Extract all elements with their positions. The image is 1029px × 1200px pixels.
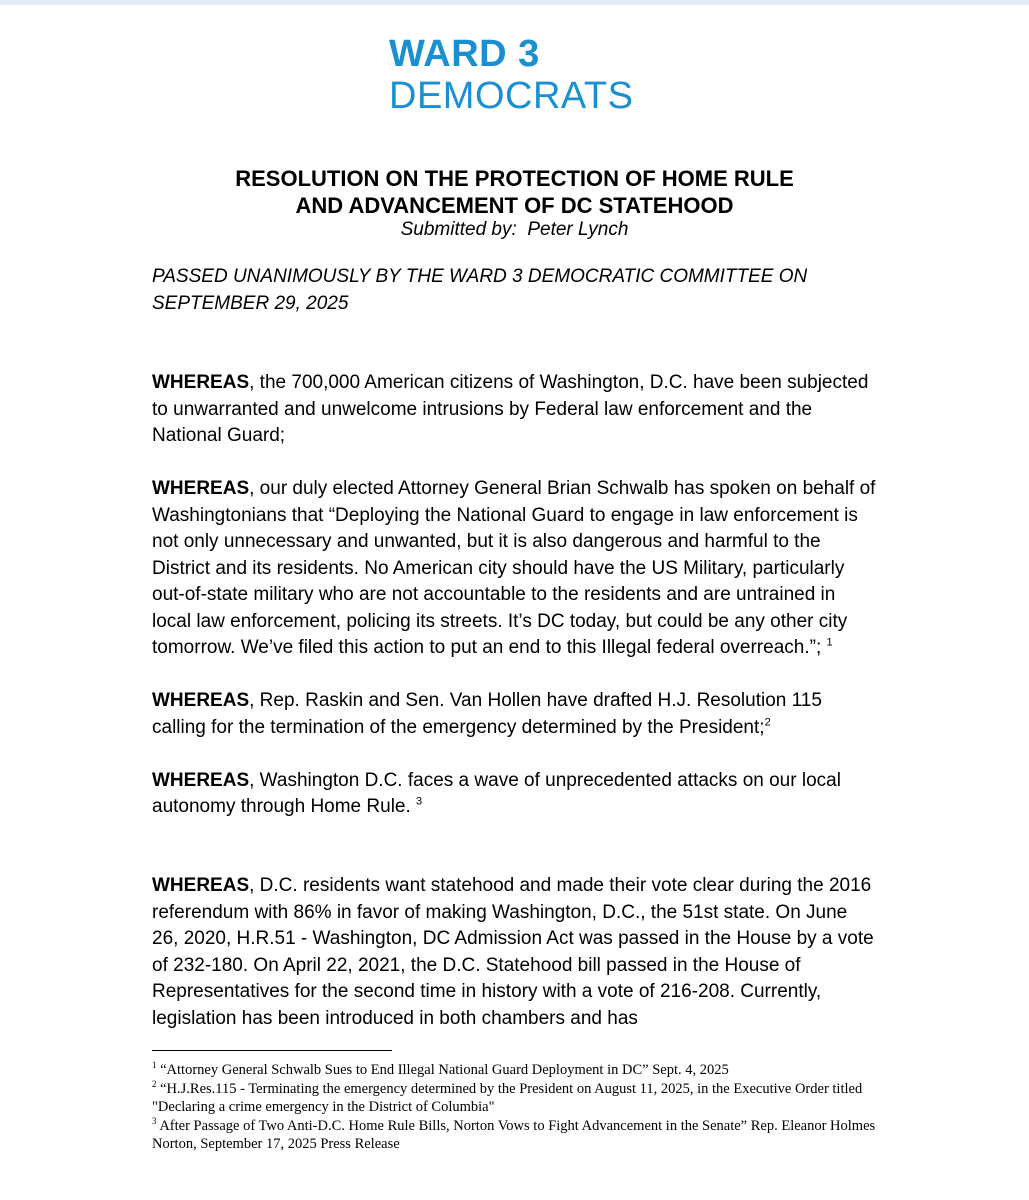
whereas-text: , Washington D.C. faces a wave of unprecedented attacks on our local autonomy through Home Rule.: [152, 769, 841, 817]
whereas-text: , D.C. residents want statehood and made their vote clear during the 2016 referendum with 86% in favor of making Washington, D.C., the 51st state. On June 26, 2020, H.R.51 - Washington, DC Admission Act was passed in the House by a vote of 232-180. On April 22, 2021, the D.C. Statehood bill passed in the House of Representatives for the second time in history with a vote of 216-208. Currently, legislation has been introduced in both chambers and has: [152, 875, 874, 1029]
whereas-text: , our duly elected Attorney General Brian Schwalb has spoken on behalf of Washingtonians that “Deploying the National Guard to engage in law enforcement is not only unnecessary and unwanted, but it is also dangerous and harmful to the District and its residents. No American city should have the US Military, particularly out-of-state military who are not accountable to the residents and are untrained in local law enforcement, policing its streets. It’s DC today, but could be any other city tomorrow. We’ve filed this action to put an end to this Illegal federal overreach.”;: [152, 478, 876, 658]
footnote-text: “H.J.Res.115 - Terminating the emergency determined by the President on August 11, 2025, in the Executive Order titled "Declaring a crime emergency in the District of Columbia": [152, 1080, 863, 1115]
footnote-number: 3: [152, 1115, 157, 1126]
footnote-item: [152, 1117, 892, 1154]
footnote-ref[interactable]: 2: [764, 716, 771, 729]
whereas-text: , Rep. Raskin and Sen. Van Hollen have drafted H.J. Resolution 115 calling for the termination of the emergency determined by the President;: [152, 690, 822, 738]
whereas-paragraph: [152, 688, 877, 741]
footnote-number: 1: [152, 1060, 157, 1071]
logo-line-2: DEMOCRATS: [389, 75, 634, 117]
title-line-1: RESOLUTION ON THE PROTECTION OF HOME RULE: [235, 166, 794, 191]
ward3-democrats-logo: [389, 35, 669, 115]
title-line-2: AND ADVANCEMENT OF DC STATEHOOD: [295, 193, 734, 218]
whereas-paragraph: [152, 873, 877, 1032]
resolution-title: [0, 165, 1029, 219]
whereas-continued: [152, 873, 877, 1033]
whereas-paragraph: [152, 476, 877, 662]
footnote-number: 2: [152, 1078, 157, 1089]
logo-line-1: WARD 3: [389, 33, 540, 75]
footnote-item: [152, 1061, 892, 1080]
whereas-keyword: WHEREAS: [152, 478, 250, 499]
footnote-text: “Attorney General Schwalb Sues to End Illegal National Guard Deployment in DC” Sept. 4, 2025: [156, 1062, 729, 1078]
whereas-body: [152, 370, 877, 847]
whereas-text: , the 700,000 American citizens of Washington, D.C. have been subjected to unwarranted and unwelcome intrusions by Federal law enforcement and the National Guard;: [152, 372, 869, 446]
whereas-keyword: WHEREAS: [152, 875, 250, 896]
footnote-ref[interactable]: 3: [416, 795, 423, 808]
footnote-divider: [152, 1050, 392, 1051]
whereas-paragraph: [152, 768, 877, 821]
passed-statement: PASSED UNANIMOUSLY BY THE WARD 3 DEMOCRATIC COMMITTEE ON SEPTEMBER 29, 2025: [152, 266, 808, 314]
whereas-keyword: WHEREAS: [152, 690, 250, 711]
whereas-keyword: WHEREAS: [152, 372, 250, 393]
footnote-ref[interactable]: 1: [826, 636, 833, 649]
footnotes: [152, 1061, 892, 1154]
footnote-text: After Passage of Two Anti-D.C. Home Rule Bills, Norton Vows to Fight Advancement in the Senate” Rep. Eleanor Holmes Norton, September 17, 2025 Press Release: [152, 1117, 876, 1152]
whereas-keyword: WHEREAS: [152, 769, 250, 791]
whereas-paragraph: [152, 370, 877, 450]
footnote-item: [152, 1080, 892, 1117]
submitted-by: Submitted by: Peter Lynch: [400, 219, 629, 240]
